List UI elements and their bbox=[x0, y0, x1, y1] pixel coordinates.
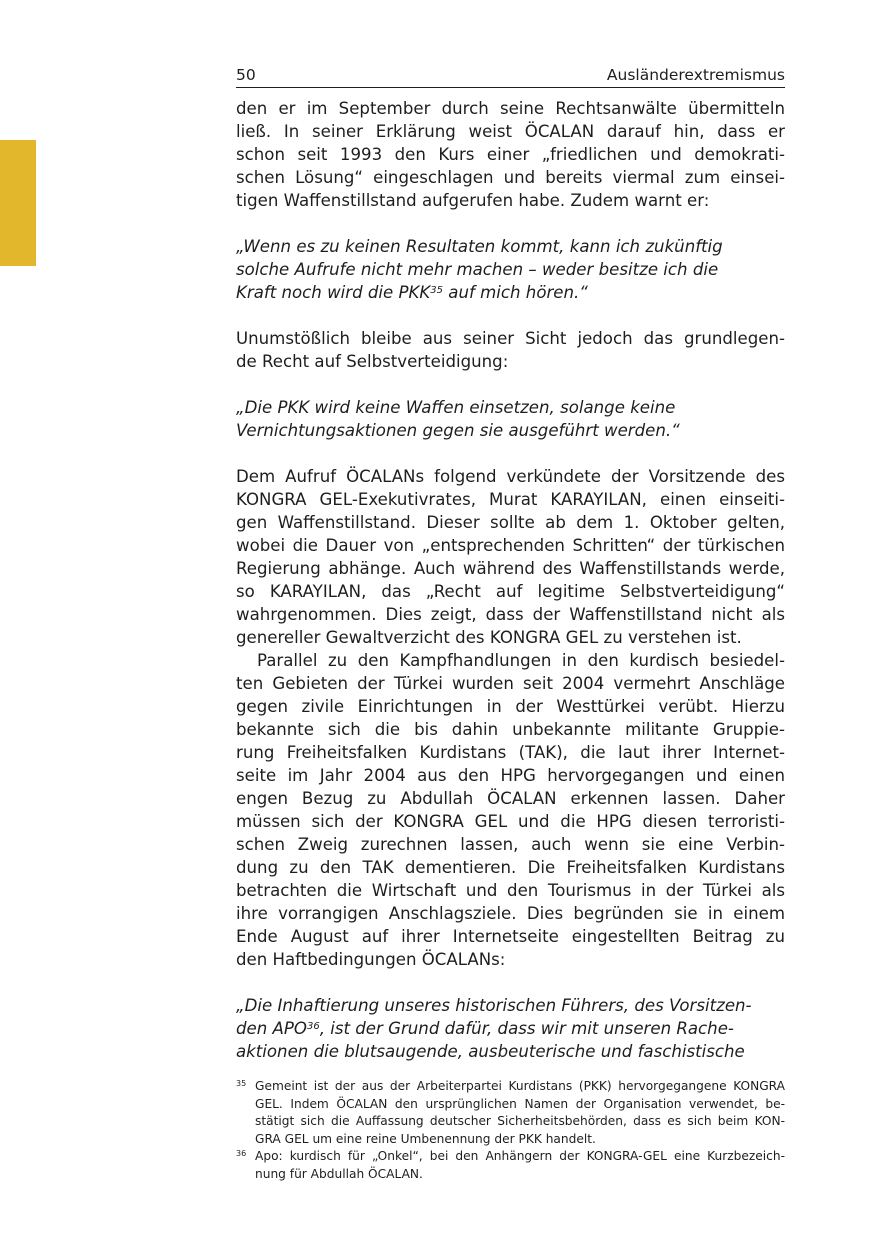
footnote-number: 36 bbox=[236, 1149, 247, 1158]
running-title: Ausländerextremismus bbox=[606, 66, 785, 84]
quote-line: „Die PKK wird keine Waffen einsetzen, solange keine bbox=[236, 398, 676, 417]
footnote-line: Apo: kurdisch für „Onkel“, bei den Anhängern der KONGRA-GEL eine Kurzbezeich- bbox=[255, 1149, 785, 1163]
text-line: gen Waffenstillstand. Dieser sollte ab dem 1. Oktober gelten, bbox=[236, 513, 785, 532]
text-line: Ende August auf ihrer Internetseite eingestellten Beitrag zu bbox=[236, 927, 785, 946]
footnote-line: GEL. Indem ÖCALAN den ursprünglichen Namen der Organisation verwendet, be- bbox=[255, 1096, 785, 1111]
quote-line: Vernichtungsaktionen gegen sie ausgeführt werden.“ bbox=[236, 421, 680, 440]
text-line: engen Bezug zu Abdullah ÖCALAN erkennen lassen. Daher bbox=[236, 789, 785, 808]
paragraph-3 bbox=[236, 465, 785, 649]
text-line: so KARAYILAN, das „Recht auf legitime Selbstverteidigung“ bbox=[236, 582, 785, 601]
footnote-number: 35 bbox=[236, 1079, 247, 1088]
text-line: seite im Jahr 2004 aus den HPG hervorgegangen und einen bbox=[236, 766, 785, 785]
text-line: de Recht auf Selbstverteidigung: bbox=[236, 352, 509, 371]
quote-line bbox=[236, 1017, 785, 1040]
quote-text: den APO bbox=[236, 1019, 307, 1038]
quote-3 bbox=[236, 994, 785, 1063]
text-line: Parallel zu den Kampfhandlungen in den kurdisch besiedel- bbox=[257, 651, 785, 670]
text-line: KONGRA GEL-Exekutivrates, Murat KARAYILAN, einen einseiti- bbox=[236, 490, 785, 509]
text-line: schen Zweig zurechnen lassen, auch wenn sie eine Verbin- bbox=[236, 835, 785, 854]
text-line: schon seit 1993 den Kurs einer „friedlichen und demokrati- bbox=[236, 145, 785, 164]
paragraph-1 bbox=[236, 97, 785, 212]
quote-text: auf mich hören.“ bbox=[443, 283, 588, 302]
quote-2 bbox=[236, 396, 785, 442]
text-line: schen Lösung“ eingeschlagen und bereits viermal zum einsei- bbox=[236, 168, 785, 187]
chapter-tab-marker bbox=[0, 140, 36, 266]
text-line: rung Freiheitsfalken Kurdistans (TAK), die laut ihrer Internet- bbox=[236, 743, 785, 762]
footnote-line: GRA GEL um eine reine Umbenennung der PKK handelt. bbox=[255, 1131, 596, 1146]
text-line: betrachten die Wirtschaft und den Tourismus in der Türkei als bbox=[236, 881, 785, 900]
footnote-line: stätigt sich die Auffassung deutscher Sicherheitsbehörden, dass es sich beim KON- bbox=[255, 1114, 785, 1128]
text-line: gegen zivile Einrichtungen in der Westtürkei verübt. Hierzu bbox=[236, 697, 785, 716]
footnote-ref-36: 36 bbox=[306, 1021, 320, 1032]
text-line: ließ. In seiner Erklärung weist ÖCALAN darauf hin, dass er bbox=[236, 122, 785, 141]
text-line: wobei die Dauer von „entsprechenden Schritten“ der türkischen bbox=[236, 536, 785, 555]
quote-text: Kraft noch wird die PKK bbox=[236, 283, 431, 302]
page-number: 50 bbox=[236, 66, 256, 84]
quote-line: „Wenn es zu keinen Resultaten kommt, kann ich zukünftig bbox=[236, 237, 723, 256]
text-line: Regierung abhänge. Auch während des Waffenstillstands werde, bbox=[236, 559, 785, 578]
text-line: dung zu den TAK dementieren. Die Freiheitsfalken Kurdistans bbox=[236, 858, 785, 877]
text-line: ihre vorrangigen Anschlagsziele. Dies begründen sie in einem bbox=[236, 904, 785, 923]
paragraph-2 bbox=[236, 327, 785, 373]
text-line: müssen sich der KONGRA GEL und die HPG diesen terroristi- bbox=[236, 812, 785, 831]
footnote-line: nung für Abdullah ÖCALAN. bbox=[255, 1166, 423, 1181]
footnote-ref-35: 35 bbox=[430, 285, 444, 296]
text-line: den Haftbedingungen ÖCALANs: bbox=[236, 950, 506, 969]
text-line: tigen Waffenstillstand aufgerufen habe. Zudem warnt er: bbox=[236, 191, 710, 210]
quote-line bbox=[236, 281, 785, 304]
footnote-line: Gemeint ist der aus der Arbeiterpartei Kurdistans (PKK) hervorgegangene KONGRA bbox=[255, 1079, 785, 1093]
text-line: wahrgenommen. Dies zeigt, dass der Waffenstillstand nicht als bbox=[236, 605, 785, 624]
text-line: Dem Aufruf ÖCALANs folgend verkündete der Vorsitzende des bbox=[236, 467, 785, 486]
footnote-36 bbox=[236, 1148, 785, 1183]
footnote-35 bbox=[236, 1078, 785, 1148]
footnotes bbox=[236, 1078, 785, 1183]
text-line: bekannte sich die bis dahin unbekannte militante Gruppie- bbox=[236, 720, 785, 739]
paragraph-4 bbox=[236, 649, 785, 971]
quote-text: , ist der Grund dafür, dass wir mit unseren Rache- bbox=[319, 1019, 734, 1038]
quote-line: „Die Inhaftierung unseres historischen Führers, des Vorsitzen- bbox=[236, 996, 752, 1015]
page-header bbox=[236, 64, 785, 88]
quote-1 bbox=[236, 235, 785, 304]
text-line: den er im September durch seine Rechtsanwälte übermitteln bbox=[236, 99, 785, 118]
quote-line: solche Aufrufe nicht mehr machen – weder besitze ich die bbox=[236, 260, 719, 279]
text-line: Unumstößlich bleibe aus seiner Sicht jedoch das grundlegen- bbox=[236, 329, 785, 348]
text-line: genereller Gewaltverzicht des KONGRA GEL zu verstehen ist. bbox=[236, 628, 742, 647]
text-line: ten Gebieten der Türkei wurden seit 2004 vermehrt Anschläge bbox=[236, 674, 785, 693]
quote-line: aktionen die blutsaugende, ausbeuterische und faschistische bbox=[236, 1042, 745, 1061]
body-text bbox=[236, 97, 785, 1063]
